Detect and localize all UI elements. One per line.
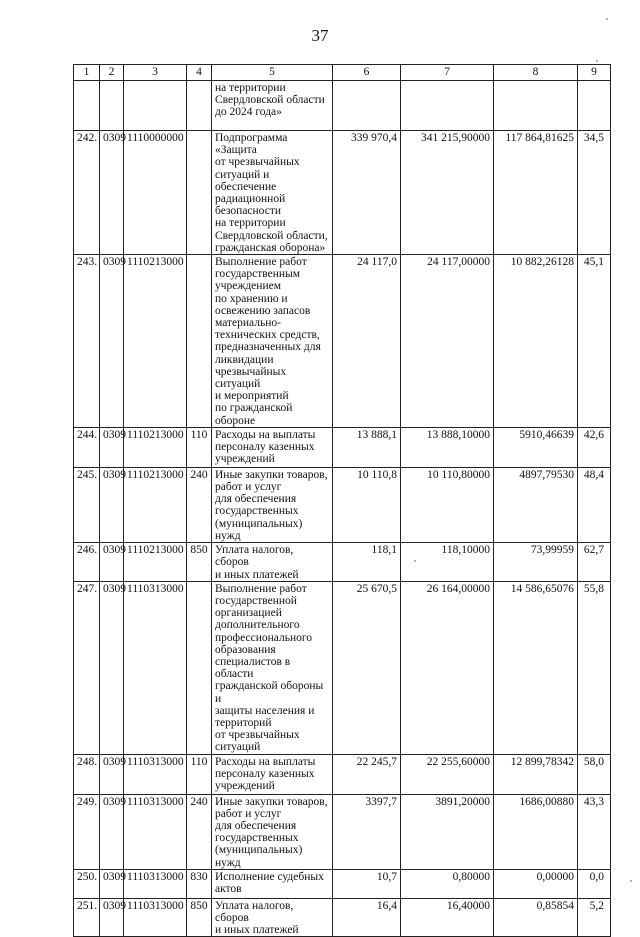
planned-value: 10,7 xyxy=(333,869,401,898)
section-code: 0309 xyxy=(100,794,124,869)
column-header: 6 xyxy=(333,65,401,81)
revised-value: 22 255,60000 xyxy=(401,754,494,794)
expense-type: 110 xyxy=(187,754,212,794)
row-number: 251. xyxy=(74,898,100,937)
revised-value: 16,40000 xyxy=(401,898,494,937)
execution-percent xyxy=(578,81,611,131)
planned-value: 10 110,8 xyxy=(333,467,401,542)
planned-value: 3397,7 xyxy=(333,794,401,869)
planned-value: 24 117,0 xyxy=(333,255,401,428)
section-code: 0309 xyxy=(100,869,124,898)
executed-value: 0,85854 xyxy=(494,898,578,937)
column-header: 2 xyxy=(100,65,124,81)
section-code: 0309 xyxy=(100,581,124,754)
execution-percent: 0,0 xyxy=(578,869,611,898)
page-number: 37 xyxy=(311,26,329,45)
planned-value: 22 245,7 xyxy=(333,754,401,794)
table-row xyxy=(74,543,611,582)
execution-percent: 34,5 xyxy=(578,131,611,255)
row-number: 243. xyxy=(74,255,100,428)
expense-type: 850 xyxy=(187,543,212,582)
scan-speck xyxy=(596,60,598,62)
target-code xyxy=(124,81,187,131)
table-row xyxy=(74,467,611,542)
execution-percent: 62,7 xyxy=(578,543,611,582)
expense-type xyxy=(187,81,212,131)
column-header: 7 xyxy=(401,65,494,81)
row-number: 244. xyxy=(74,427,100,467)
item-name: Выполнение работ государственным учреждением по хранению и освежению запасов материально- технических средств, предназначенных для ликвидации чрезвычайных ситуаций и мероприятий по гражданской обороне xyxy=(212,255,333,428)
target-code: 1110313000 xyxy=(124,898,187,937)
planned-value: 339 970,4 xyxy=(333,131,401,255)
target-code: 1110313000 xyxy=(124,754,187,794)
section-code: 0309 xyxy=(100,754,124,794)
row-number xyxy=(74,81,100,131)
execution-percent: 58,0 xyxy=(578,754,611,794)
revised-value: 10 110,80000 xyxy=(401,467,494,542)
item-name: Уплата налогов, сборов и иных платежей xyxy=(212,543,333,582)
expense-type: 110 xyxy=(187,427,212,467)
expense-type: 240 xyxy=(187,794,212,869)
column-header: 9 xyxy=(578,65,611,81)
executed-value: 0,00000 xyxy=(494,869,578,898)
expense-type xyxy=(187,255,212,428)
item-name: Иные закупки товаров, работ и услуг для обеспечения государственных (муниципальных) нужд xyxy=(212,467,333,542)
executed-value xyxy=(494,81,578,131)
revised-value: 26 164,00000 xyxy=(401,581,494,754)
revised-value: 13 888,10000 xyxy=(401,427,494,467)
execution-percent: 55,8 xyxy=(578,581,611,754)
item-name: Иные закупки товаров, работ и услуг для обеспечения государственных (муниципальных) нужд xyxy=(212,794,333,869)
item-name: Расходы на выплаты персоналу казенных учреждений xyxy=(212,754,333,794)
revised-value: 3891,20000 xyxy=(401,794,494,869)
revised-value: 118,10000 xyxy=(401,543,494,582)
execution-percent: 43,3 xyxy=(578,794,611,869)
executed-value: 14 586,65076 xyxy=(494,581,578,754)
table-row xyxy=(74,581,611,754)
row-number: 245. xyxy=(74,467,100,542)
column-header: 5 xyxy=(212,65,333,81)
item-name: Расходы на выплаты персоналу казенных учреждений xyxy=(212,427,333,467)
execution-percent: 45,1 xyxy=(578,255,611,428)
table-row xyxy=(74,131,611,255)
executed-value: 5910,46639 xyxy=(494,427,578,467)
target-code: 1110213000 xyxy=(124,543,187,582)
executed-value: 1686,00880 xyxy=(494,794,578,869)
item-name: Исполнение судебных актов xyxy=(212,869,333,898)
table-row xyxy=(74,754,611,794)
executed-value: 73,99959 xyxy=(494,543,578,582)
item-name: Подпрограмма «Защита от чрезвычайных ситуаций и обеспечение радиационной безопасности на территории Свердловской области, гражданская оборона» xyxy=(212,131,333,255)
section-code: 0309 xyxy=(100,543,124,582)
executed-value: 117 864,81625 xyxy=(494,131,578,255)
table-row xyxy=(74,869,611,898)
target-code: 1110000000 xyxy=(124,131,187,255)
section-code xyxy=(100,81,124,131)
table-row xyxy=(74,898,611,937)
planned-value: 118,1 xyxy=(333,543,401,582)
table-header-row xyxy=(74,65,611,81)
section-code: 0309 xyxy=(100,467,124,542)
execution-percent: 42,6 xyxy=(578,427,611,467)
planned-value xyxy=(333,81,401,131)
revised-value xyxy=(401,81,494,131)
scan-speck xyxy=(606,18,608,20)
scan-speck xyxy=(414,560,416,562)
planned-value: 16,4 xyxy=(333,898,401,937)
planned-value: 13 888,1 xyxy=(333,427,401,467)
table-row xyxy=(74,255,611,428)
target-code: 1110213000 xyxy=(124,427,187,467)
table-row xyxy=(74,794,611,869)
execution-percent: 48,4 xyxy=(578,467,611,542)
executed-value: 4897,79530 xyxy=(494,467,578,542)
column-header: 3 xyxy=(124,65,187,81)
budget-table xyxy=(73,64,611,937)
target-code: 1110213000 xyxy=(124,255,187,428)
expense-type: 830 xyxy=(187,869,212,898)
executed-value: 10 882,26128 xyxy=(494,255,578,428)
executed-value: 12 899,78342 xyxy=(494,754,578,794)
section-code: 0309 xyxy=(100,131,124,255)
expense-type: 850 xyxy=(187,898,212,937)
section-code: 0309 xyxy=(100,427,124,467)
column-header: 8 xyxy=(494,65,578,81)
target-code: 1110313000 xyxy=(124,581,187,754)
revised-value: 0,80000 xyxy=(401,869,494,898)
target-code: 1110213000 xyxy=(124,467,187,542)
revised-value: 24 117,00000 xyxy=(401,255,494,428)
row-number: 247. xyxy=(74,581,100,754)
expense-type: 240 xyxy=(187,467,212,542)
revised-value: 341 215,90000 xyxy=(401,131,494,255)
section-code: 0309 xyxy=(100,255,124,428)
row-number: 246. xyxy=(74,543,100,582)
table-row xyxy=(74,427,611,467)
item-name: Уплата налогов, сборов и иных платежей xyxy=(212,898,333,937)
expense-type xyxy=(187,131,212,255)
target-code: 1110313000 xyxy=(124,869,187,898)
item-name: Выполнение работ государственной организацией дополнительного профессионального образования специалистов в области гражданской обороны и защиты населения и территорий от чрезвычайных ситуаций xyxy=(212,581,333,754)
table-row xyxy=(74,81,611,131)
target-code: 1110313000 xyxy=(124,794,187,869)
expense-type xyxy=(187,581,212,754)
item-name: на территории Свердловской области до 2024 года» xyxy=(212,81,333,131)
column-header: 4 xyxy=(187,65,212,81)
row-number: 249. xyxy=(74,794,100,869)
row-number: 248. xyxy=(74,754,100,794)
row-number: 250. xyxy=(74,869,100,898)
row-number: 242. xyxy=(74,131,100,255)
section-code: 0309 xyxy=(100,898,124,937)
column-header: 1 xyxy=(74,65,100,81)
scan-speck xyxy=(630,880,632,882)
execution-percent: 5,2 xyxy=(578,898,611,937)
planned-value: 25 670,5 xyxy=(333,581,401,754)
